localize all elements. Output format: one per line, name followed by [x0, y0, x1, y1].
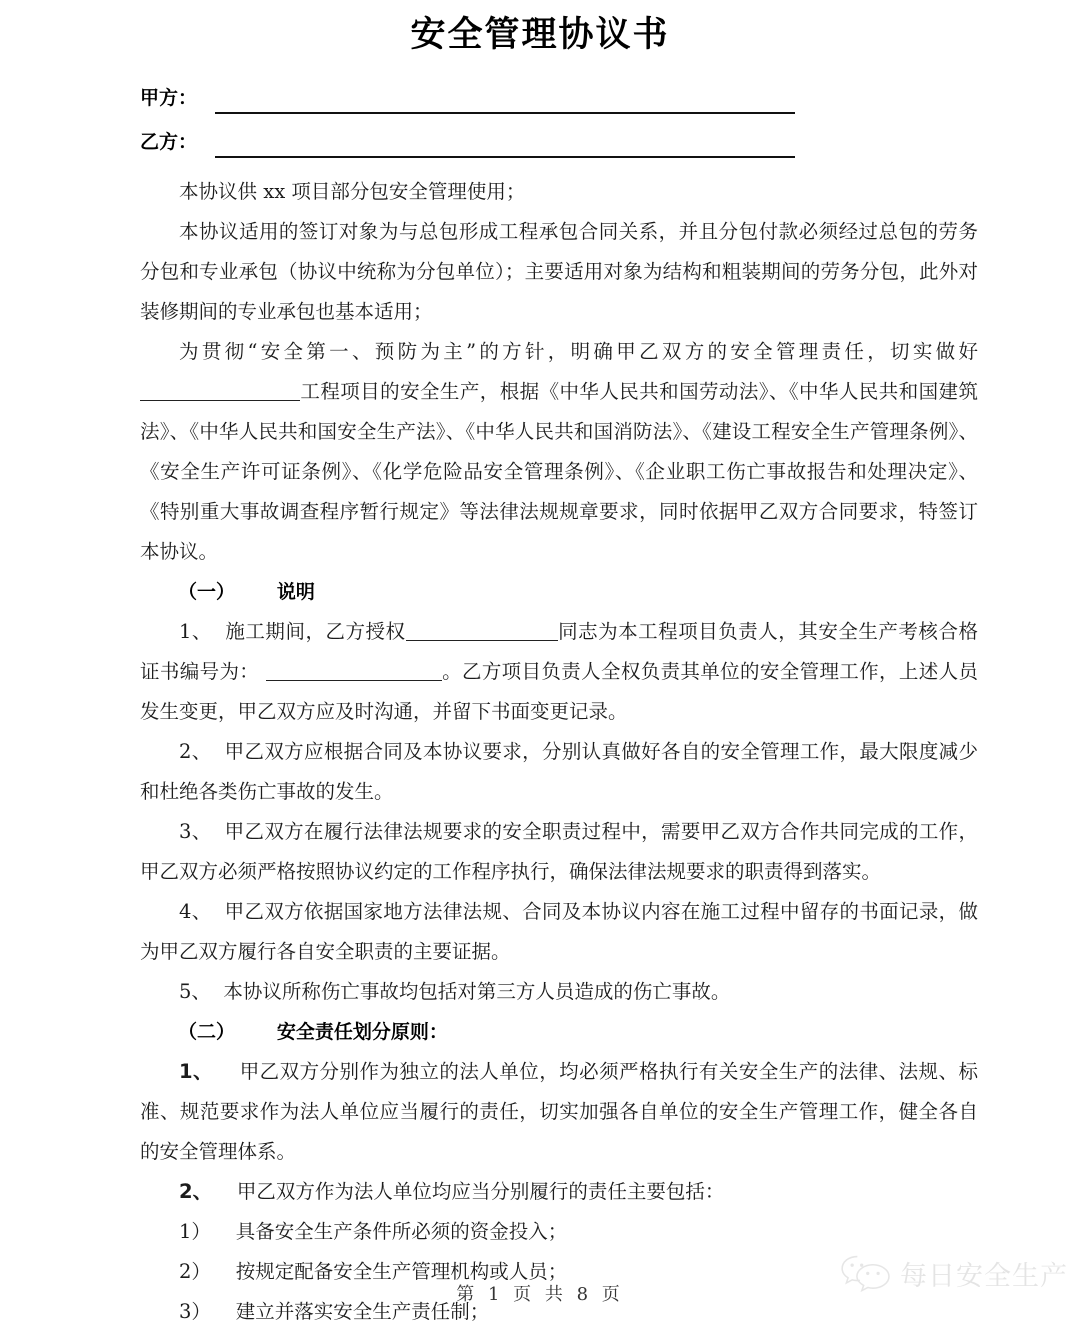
intro-paragraph-3 — [140, 332, 978, 572]
section-one-item-5 — [140, 972, 978, 1012]
party-b-input-blank[interactable] — [215, 132, 795, 158]
party-b-label: 乙方： — [140, 131, 198, 153]
section-two-item-1-text: 甲乙双方分别作为独立的法人单位，均必须严格执行有关安全生产的法律、法规、标准、规范要求作为法人单位应当履行的责任，切实加强各自单位的安全生产管理工作，健全各自的安全管理体系。 — [140, 1060, 978, 1163]
section-one-number: （一） — [178, 581, 236, 603]
intro-paragraph-1: 本协议供 xx 项目部分包安全管理使用； — [179, 180, 526, 203]
section-two-heading — [140, 1012, 978, 1052]
intro-paragraph-2: 本协议适用的签订对象为与总包形成工程承包合同关系，并且分包付款必须经过总包的劳务分包和专业承包（协议中统称为分包单位）；主要适用对象为结构和粗装期间的劳务分包，此外对装修期间的专业承包也基本适用； — [140, 220, 978, 323]
section-one-item-5-text: 本协议所称伤亡事故均包括对第三方人员造成的伤亡事故。 — [223, 980, 731, 1003]
section-one-item-3-number: 3、 — [179, 820, 212, 843]
section-two-number: （二） — [178, 1021, 236, 1043]
section-two-sub-item-1 — [140, 1212, 978, 1252]
project-name-blank[interactable] — [140, 400, 300, 401]
section-one-item-2-number: 2、 — [179, 740, 212, 763]
intro-paragraph-3-text-b: 工程项目的安全生产，根据《中华人民共和国劳动法》、《中华人民共和国建筑法》、《中华人民共和国安全生产法》、《中华人民共和国消防法》、《建设工程安全生产管理条例》、《安全生产许可证条例》、《化学危险品安全管理条例》、《企业职工伤亡事故报告和处理决定》、《特别重大事故调查程序暂行规定》等法律法规规章要求，同时依据甲乙双方合同要求，特签订本协议。 — [140, 380, 978, 563]
section-one-heading — [140, 572, 978, 612]
section-two-sub-item-2-number: 2） — [179, 1260, 211, 1283]
section-two-item-2-number: 2、 — [179, 1180, 213, 1203]
section-one-item-4-number: 4、 — [179, 900, 212, 923]
section-two-sub-item-3-text: 建立并落实安全生产责任制； — [235, 1300, 490, 1323]
intro-paragraph-3-text-a: 为贯彻“安全第一、预防为主”的方针，明确甲乙双方的安全管理责任，切实做好 — [179, 340, 978, 363]
section-two-sub-item-2-text: 按规定配备安全生产管理机构或人员； — [235, 1260, 568, 1283]
party-a-row — [140, 70, 978, 114]
section-one-item-2 — [140, 732, 978, 812]
section-two-sub-item-1-number: 1） — [179, 1220, 211, 1243]
page-title: 安全管理协议书 — [410, 15, 670, 55]
section-one-item-1-number: 1、 — [179, 620, 212, 643]
section-two-item-1 — [140, 1052, 978, 1172]
section-one-item-1-text-c: 。乙方项目负责人全权负责其单位的安全管理工作，上述人员发生变更，甲乙双方应及时沟通，并留下书面变更记录。 — [140, 660, 978, 723]
section-two-item-2-text: 甲乙双方作为法人单位均应当分别履行的责任主要包括： — [236, 1180, 725, 1203]
certificate-number-blank[interactable] — [266, 680, 442, 681]
section-two-sub-item-1-text: 具备安全生产条件所必须的资金投入； — [235, 1220, 568, 1243]
section-one-item-3-text: 甲乙双方在履行法律法规要求的安全职责过程中，需要甲乙双方合作共同完成的工作，甲乙双方必须严格按照协议约定的工作程序执行，确保法律法规要求的职责得到落实。 — [140, 820, 978, 883]
party-a-label: 甲方： — [140, 87, 198, 109]
section-one-item-3 — [140, 812, 978, 892]
party-a-input-blank[interactable] — [215, 88, 795, 114]
section-one-item-2-text: 甲乙双方应根据合同及本协议要求，分别认真做好各自的安全管理工作，最大限度减少和杜绝各类伤亡事故的发生。 — [140, 740, 978, 803]
section-one-item-5-number: 5、 — [179, 980, 211, 1003]
page-footer: 第 1 页 共 8 页 — [456, 1284, 624, 1305]
section-one-title: 说明 — [276, 581, 315, 603]
section-one-item-4 — [140, 892, 978, 972]
section-two-item-1-number: 1、 — [179, 1060, 214, 1083]
section-two-item-2 — [140, 1172, 978, 1212]
section-one-item-1-text-b: 同志为本工程项目负责人，其安全生产考核合格证书编号为： — [140, 620, 978, 683]
document-body — [140, 70, 978, 1332]
section-two-title: 安全责任划分原则： — [276, 1021, 448, 1043]
party-b-row — [140, 114, 978, 158]
section-one-item-4-text: 甲乙双方依据国家地方法律法规、合同及本协议内容在施工过程中留存的书面记录，做为甲乙双方履行各自安全职责的主要证据。 — [140, 900, 978, 963]
authorized-person-blank[interactable] — [406, 640, 558, 641]
watermark-label: 每日安全生产 — [900, 1260, 1068, 1292]
section-two-sub-item-3-number: 3） — [179, 1300, 211, 1323]
section-one-item-1-text-a: 施工期间，乙方授权 — [225, 620, 406, 643]
section-one-item-1 — [140, 612, 978, 732]
